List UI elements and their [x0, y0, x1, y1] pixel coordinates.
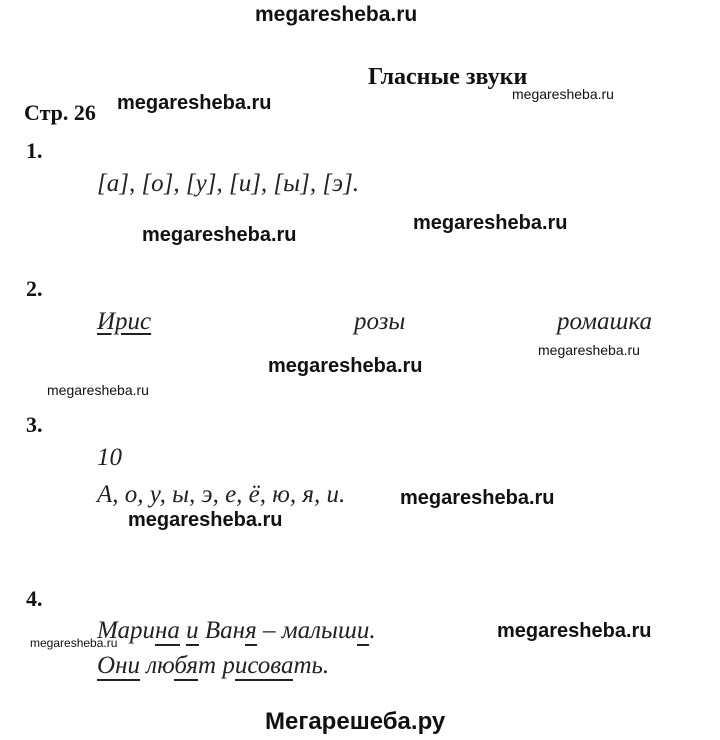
watermark: megaresheba.ru	[268, 355, 423, 377]
text-span: т	[198, 652, 217, 679]
text-span: .	[369, 617, 376, 644]
watermark-top: megaresheba.ru	[255, 3, 418, 26]
text-span: Мари	[97, 617, 155, 644]
text-span: и	[186, 617, 199, 644]
text-span: н	[154, 617, 168, 644]
text-span: о	[257, 652, 271, 679]
task-1-answer: [а], [о], [у], [и], [ы], [э].	[97, 170, 360, 197]
text-span: О	[97, 652, 116, 679]
text-span: и	[127, 652, 140, 679]
watermark: megaresheba.ru	[400, 487, 555, 509]
task-4-line-2	[97, 652, 329, 680]
task-3-letters: А, о, у, ы, э, е, ё, ю, я, и.	[97, 481, 346, 508]
watermark-bottom: Мегарешеба.ру	[265, 708, 446, 735]
task-1-number: 1.	[26, 138, 43, 163]
watermark: megaresheba.ru	[47, 382, 149, 398]
task-4-line-1	[97, 617, 376, 645]
text-span: я	[245, 617, 257, 644]
watermark: megaresheba.ru	[512, 86, 614, 102]
text-span: б	[174, 652, 187, 679]
task-2-number: 2.	[26, 276, 43, 301]
text-span: а	[167, 617, 180, 644]
page-label: Стр. 26	[24, 100, 96, 125]
watermark: megaresheba.ru	[413, 212, 568, 234]
watermark: megaresheba.ru	[142, 224, 297, 246]
page-title: Гласные звуки	[368, 64, 528, 90]
text-span: р	[222, 652, 235, 679]
task-2-word-rozy: розы	[354, 308, 406, 335]
task-4-number: 4.	[26, 586, 43, 611]
text-span: а	[280, 652, 294, 679]
task-2-word-romashka: ромашка	[557, 308, 652, 335]
text-span: Ван	[204, 617, 246, 644]
watermark: megaresheba.ru	[538, 342, 640, 358]
text-span: –	[256, 617, 282, 644]
task-3-number: 3.	[26, 412, 43, 437]
watermark: megaresheba.ru	[30, 636, 118, 650]
text-span: лю	[146, 652, 175, 679]
text-span: я	[186, 652, 198, 679]
text-span: н	[115, 652, 128, 679]
text-span: в	[270, 652, 281, 679]
text-span: ть.	[293, 652, 330, 679]
watermark: megaresheba.ru	[117, 92, 272, 114]
watermark: megaresheba.ru	[497, 620, 652, 642]
task-3-count: 10	[97, 444, 122, 471]
text-span: и	[234, 652, 248, 679]
text-span: с	[247, 652, 258, 679]
watermark: megaresheba.ru	[128, 509, 283, 531]
text-span: и	[356, 617, 370, 644]
text-span: малыш	[281, 617, 357, 644]
task-2-word-iris: Ирис	[97, 308, 152, 335]
